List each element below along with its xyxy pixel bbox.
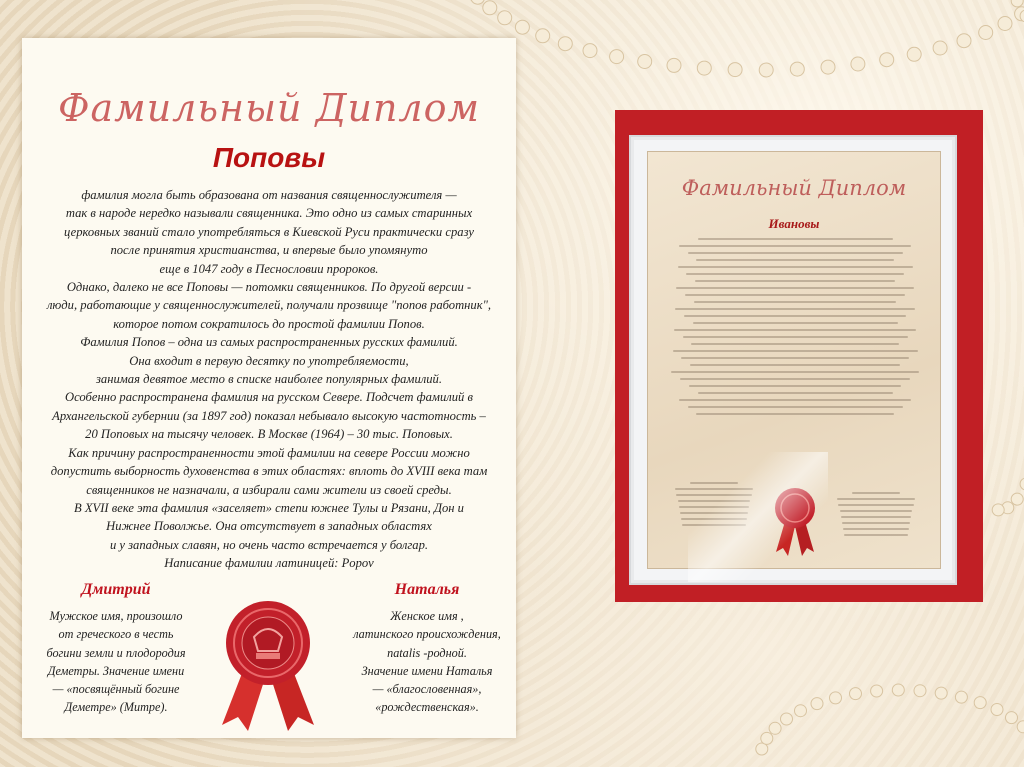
text-line: Мужское имя, произошло (49, 609, 183, 623)
illegible-text-line (693, 322, 898, 324)
illegible-text-line (680, 378, 910, 380)
text-line: и у западных славян, но очень часто встречается у болгар. (109, 537, 429, 552)
pearl (811, 698, 823, 710)
illegible-text-line (691, 343, 899, 345)
text-line: Архангельской губернии (за 1897 год) показал небывало высокую частотность – (52, 408, 486, 423)
framed-diploma (647, 151, 941, 569)
text-line: Как причину распространенности этой фамилии на севере России можно (68, 445, 470, 460)
illegible-text-line (852, 492, 900, 494)
illegible-text-line (686, 273, 904, 275)
name-block-left (31, 581, 201, 717)
pearl (697, 61, 711, 75)
text-line: — «посвящённый богине (52, 682, 180, 697)
pearl (850, 688, 862, 700)
pearl (991, 704, 1003, 716)
pearl (759, 63, 773, 77)
pearl (851, 57, 865, 71)
framed-diploma-header: Фамильный Диплом (681, 176, 907, 200)
diploma-header: Фамильный Диплом (57, 86, 480, 130)
text-line: от греческого в честь (58, 627, 174, 642)
pearl (583, 44, 597, 58)
pearl (790, 62, 804, 76)
pearl (1011, 493, 1023, 505)
wax-seal-ribbon-icon (208, 593, 328, 733)
text-line: допустить выборность духовенства в этих областях: вплоть до XVIII века там (50, 464, 488, 479)
illegible-text-line (838, 504, 913, 506)
text-line: В XVII веке эта фамилия «заселяет» степи южнее Тулы и Рязани, Дон и (74, 500, 464, 515)
illegible-text-line (688, 406, 903, 408)
illegible-text-line (842, 522, 910, 524)
pearl (1020, 478, 1024, 490)
illegible-text-line (683, 336, 908, 338)
pearl (795, 705, 807, 717)
text-line: фамилия могла быть образована от названия священнослужителя — (81, 188, 457, 202)
pearl (667, 58, 681, 72)
pearl (1006, 712, 1018, 724)
pearl (483, 1, 497, 15)
pearl (974, 697, 986, 709)
picture-frame (629, 135, 957, 585)
text-line: Нижнее Поволжье. Она отсутствует в западных областях (106, 519, 432, 534)
pearl (1020, 10, 1024, 22)
illegible-text-line (843, 528, 909, 530)
pearl (756, 743, 768, 755)
illegible-text-line (841, 516, 911, 518)
illegible-text-line (679, 399, 912, 401)
framed-diploma-surname: Ивановы (768, 216, 820, 231)
pearl (638, 55, 652, 69)
illegible-text-line (689, 385, 902, 387)
text-line: Деметре» (Митре). (64, 700, 168, 715)
illegible-text-line (840, 510, 913, 512)
pearl (610, 50, 624, 64)
name-description-left (31, 607, 201, 717)
text-line: еще в 1047 году в Песнословии пророков. (159, 261, 379, 276)
text-line: церковных званий стало употребляться в Киевской Руси практически сразу (64, 224, 474, 239)
pearl (830, 692, 842, 704)
illegible-text-line (685, 294, 905, 296)
illegible-text-line (696, 259, 894, 261)
text-line: занимая девятое место в списке наиболее популярных фамилий. (95, 372, 442, 387)
pearl (914, 685, 926, 697)
pearl (979, 26, 993, 40)
pearl (1002, 502, 1014, 514)
illegible-text-line (695, 280, 895, 282)
pearl (892, 684, 904, 696)
pearl (998, 17, 1012, 31)
text-line: люди, работающие у священнослужителей, получали прозвище "попов работник", (46, 298, 492, 313)
text-line: Фамилия Попов – одна из самых распространенных русских фамилий. (80, 335, 458, 350)
pearl (1011, 0, 1023, 7)
illegible-text-line (679, 245, 912, 247)
text-line: Значение имени Наталья (361, 663, 493, 678)
pearl (957, 34, 971, 48)
text-line: богини земли и плодородия (46, 645, 186, 660)
text-line: natalis -родной. (387, 645, 467, 660)
pearl (871, 685, 883, 697)
text-line: Написание фамилии латиницей: Popov (164, 556, 374, 571)
illegible-text-line (678, 266, 913, 268)
name-title-left: Дмитрий (81, 581, 151, 598)
illegible-text-line (674, 329, 917, 331)
text-line: которое потом сократилось до простой фамилии Попов. (113, 316, 425, 331)
illegible-text-line (696, 413, 894, 415)
diploma-surname: Поповы (212, 142, 326, 173)
name-description-right (342, 607, 512, 717)
pearl (498, 11, 512, 25)
pearl (515, 20, 529, 34)
illegible-text-line (673, 350, 918, 352)
framed-name-block-right (836, 492, 916, 540)
illegible-text-line (698, 392, 893, 394)
glass-reflection (688, 452, 828, 582)
text-line: «рождественская». (375, 700, 479, 715)
text-line: священников не назначали, а избирали сами жители из своей среды. (86, 482, 452, 497)
diploma-body-text (30, 186, 508, 573)
text-line: — «благословенная», (372, 682, 482, 697)
name-title-right: Наталья (394, 581, 460, 598)
illegible-text-line (671, 371, 919, 373)
name-block-right (342, 581, 512, 717)
pearl (769, 722, 781, 734)
pearl (761, 732, 773, 744)
illegible-text-line (694, 301, 897, 303)
illegible-text-line (844, 534, 907, 536)
framed-diploma-text-lines (670, 238, 920, 420)
pearl (1017, 721, 1024, 733)
pearl (935, 687, 947, 699)
text-line: так в народе нередко называли священника. Это одно из самых старинных (65, 206, 473, 221)
illegible-text-line (684, 315, 907, 317)
pearl (907, 47, 921, 61)
illegible-text-line (698, 238, 893, 240)
illegible-text-line (837, 498, 915, 500)
text-line: 20 Поповых на тысячу человек. В Москве (1964) – 30 тыс. Поповых. (85, 427, 453, 442)
illegible-text-line (690, 364, 900, 366)
main-diploma (22, 38, 516, 738)
pearl (880, 53, 894, 67)
pearl (992, 504, 1004, 516)
text-line: Она входит в первую десятку по употребляемости, (129, 353, 409, 368)
pearl (536, 29, 550, 43)
illegible-text-line (675, 308, 915, 310)
text-line: Однако, далеко не все Поповы — потомки священников. По другой версии - (66, 280, 472, 295)
pearl (781, 713, 793, 725)
pearl (1015, 7, 1024, 21)
text-line: после принятия христианства, и впервые было упомянуто (110, 243, 428, 258)
pearl (558, 37, 572, 51)
pearl (471, 0, 485, 4)
text-line: Особенно распространена фамилия на русском Севере. Подсчет фамилий в (65, 390, 473, 405)
text-line: Деметры. Значение имени (47, 663, 185, 678)
pearl (955, 691, 967, 703)
pearl (821, 60, 835, 74)
pearl (728, 63, 742, 77)
illegible-text-line (681, 357, 909, 359)
illegible-text-line (688, 252, 903, 254)
text-line: Женское имя , (390, 609, 464, 623)
illegible-text-line (676, 287, 914, 289)
text-line: латинского происхождения, (353, 627, 501, 642)
pearl (933, 41, 947, 55)
